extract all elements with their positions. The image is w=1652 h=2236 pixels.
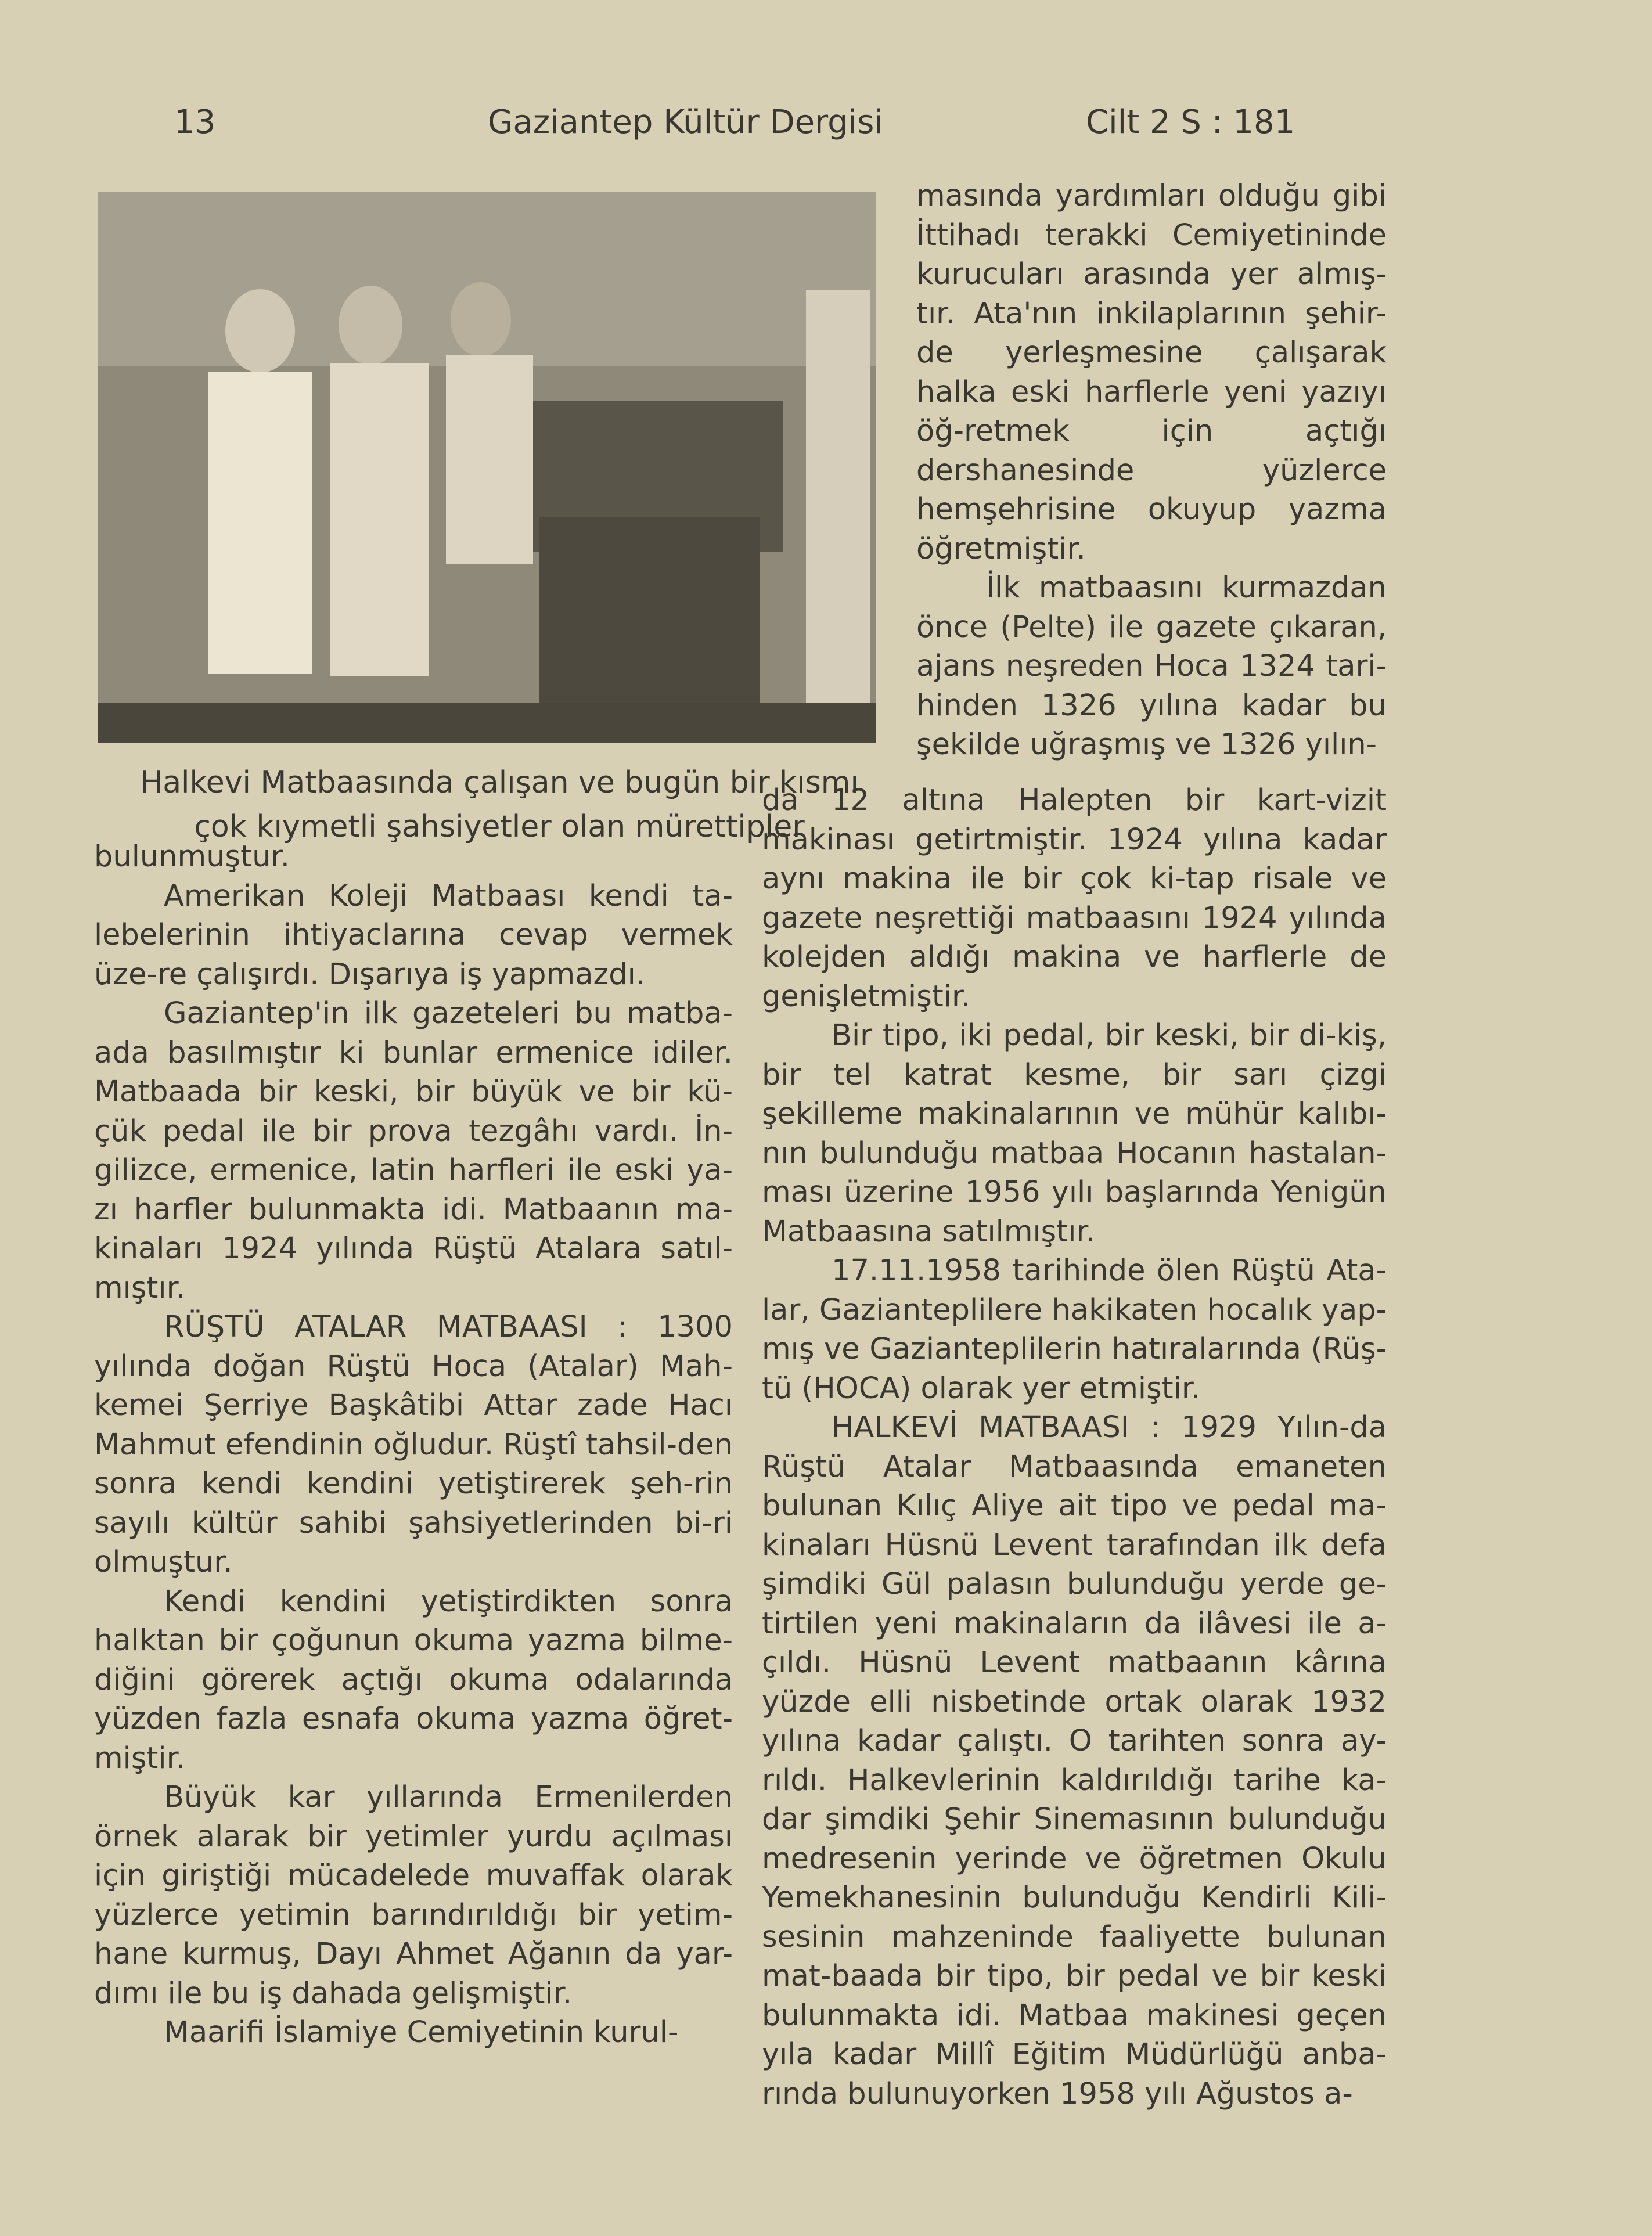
printing-workers-photo [98,192,876,743]
caption-line: Halkevi Matbaasında çalışan ve bugün bir kısmı [140,765,859,800]
volume-number: Cilt 2 S : 181 [1086,103,1295,141]
paragraph: 17.11.1958 tarihinde ölen Rüştü Ata-lar, Gazianteplilere hakikaten hocalık yap-mış ve Gazianteplilerin hatıralarında (Rüş-tü (HOCA) olarak yer etmiştir. [762,1254,1387,1406]
left-column [94,837,733,2053]
paragraph: Maarifi İslamiye Cemiyetinin kurul- [164,2015,679,2050]
paragraph: Gaziantep'in ilk gazeteleri bu matba-ada basılmıştır ki bunlar ermenice idiler. Matbaada bir keski, bir büyük ve bir kü-çük pedal ile bir prova tezgâhı vardı. İn-gilizce, ermenice, latin harfleri ile eski ya-zı harfler bulunmakta idi. Matbaanın ma-kinaları 1924 yılında Rüştü Atalara satıl-mıştır. [94,996,733,1305]
paragraph: masında yardımları olduğu gibi İttihadı terakki Cemiyetininde kurucuları arasında yer almış-tır. Ata'nın inkilaplarının şehir-de yerleşmesine çalışarak halka eski harflerle yeni yazıyı öğ-retmek için açtığı dershanesinde yüzlerce hemşehrisine okuyup yazma öğretmiştir. [916,179,1387,566]
right-column-top [916,177,1387,765]
paragraph: da 12 altına Halepten bir kart-vizit makinası getirtmiştir. 1924 yılına kadar aynı makina ile bir çok ki-tap risale ve gazete neşrettiği matbaasını 1924 yılında kolejden aldığı makina ve harflerle de genişletmiştir. [762,783,1387,1014]
caption-line: çok kıymetli şahsiyetler olan mürettipler [194,809,805,844]
paragraph: Kendi kendini yetiştirdikten sonra halktan bir çoğunun okuma yazma bilme-diğini görerek açtığı okuma odalarında yüzden fazla esnafa okuma yazma öğret-miştir. [94,1584,733,1776]
paragraph: Büyük kar yıllarında Ermenilerden örnek alarak bir yetimler yurdu açılması için giriştiği mücadelede muvaffak olarak yüzlerce yetimin barındırıldığı bir yetim-hane kurmuş, Dayı Ahmet Ağanın da yar-dımı ile bu iş dahada gelişmiştir. [94,1780,733,2011]
paragraph: RÜŞTÜ ATALAR MATBAASI : 1300 yılında doğan Rüştü Hoca (Atalar) Mah-kemei Şerriye Başkâtibi Attar zade Hacı Mahmut efendinin oğludur. Rüştî tahsil-den sonra kendi kendini yetiştirerek şeh-rin sayılı kültür sahibi şahsiyetlerinden bi-ri olmuştur. [94,1310,733,1579]
paragraph: Bir tipo, iki pedal, bir keski, bir di-kiş, bir tel katrat kesme, bir sarı çizgi şekilleme makinalarının ve mühür kalıbı-nın bulunduğu matbaa Hocanın hastalan-ması üzerine 1956 yılı başlarında Yenigün Matbaasına satılmıştır. [762,1018,1387,1249]
right-column [762,781,1387,2113]
paragraph: HALKEVİ MATBAASI : 1929 Yılın-da Rüştü Atalar Matbaasında emaneten bulunan Kılıç Aliye ait tipo ve pedal ma-kinaları Hüsnü Levent tarafından ilk defa şimdiki Gül palasın bulunduğu yerde ge-tirtilen yeni makinaların da ilâvesi ile a-çıldı. Hüsnü Levent matbaanın kârına yüzde elli nisbetinde ortak olarak 1932 yılına kadar çalıştı. O tarihten sonra ay-rıldı. Halkevlerinin kaldırıldığı tarihe ka-dar şimdiki Şehir Sinemasının bulunduğu medresenin yerinde ve öğretmen Okulu Yemekhanesinin bulunduğu Kendirli Kili-sesinin mahzeninde faaliyette bulunan mat-baada bir tipo, bir pedal ve bir keski bulunmakta idi. Matbaa makinesi geçen yıla kadar Millî Eğitim Müdürlüğü anba-rında bulunuyorken 1958 yılı Ağustos a- [762,1410,1387,2111]
publication-title: Gaziantep Kültür Dergisi [488,103,883,141]
photo-illustration [98,192,876,743]
paragraph: İlk matbaasını kurmazdan önce (Pelte) ile gazete çıkaran, ajans neşreden Hoca 1324 tari-hinden 1326 yılına kadar bu şekilde uğraşmış ve 1326 yılın- [916,571,1387,762]
paragraph: bulunmuştur. [94,840,290,874]
page-header [0,103,1652,156]
paragraph: Amerikan Koleji Matbaası kendi ta-lebelerinin ihtiyaclarına cevap vermek üze-re çalışırdı. Dışarıya iş yapmazdı. [94,878,733,992]
page-number: 13 [174,103,216,141]
